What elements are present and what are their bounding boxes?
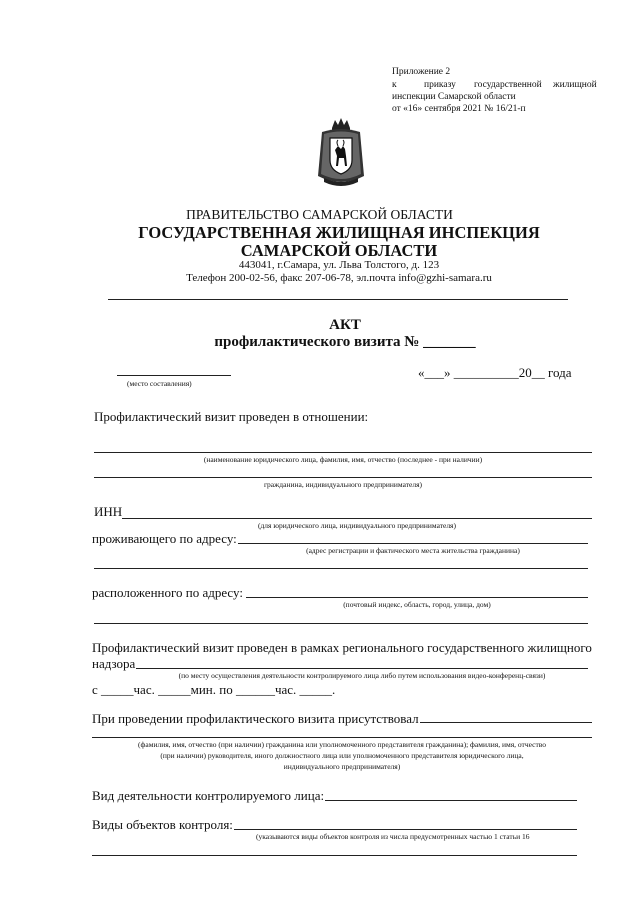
- caption-present-1: (фамилия, имя, отчество (при наличии) гражданина или уполномоченного представителя гражданина); фамилия, имя, отчество: [138, 740, 546, 749]
- caption-framework: (по месту осуществления деятельности контролируемого лица либо путем использования видео-конференц-связи): [178, 671, 546, 680]
- located-line-2: [94, 623, 588, 624]
- name-line: [94, 452, 592, 453]
- objects-line-2: [92, 855, 577, 856]
- agency-name-line-2: САМАРСКОЙ ОБЛАСТИ: [240, 241, 438, 260]
- caption-inn: (для юридического лица, индивидуального предпринимателя): [257, 521, 457, 530]
- place-caption: (место составления): [127, 379, 192, 388]
- caption-citizen: гражданина, индивидуального предпринимателя): [263, 480, 423, 489]
- time-text: с _____час. _____мин. по ______час. _____.: [92, 682, 336, 697]
- residing-label: проживающего по адресу:: [92, 531, 237, 546]
- place-line: [117, 375, 231, 376]
- present-line: [420, 722, 592, 723]
- appendix-line-3: инспекции Самарской области: [392, 92, 516, 102]
- act-title: АКТ: [329, 317, 361, 333]
- framework-line-2: надзора: [92, 656, 136, 671]
- date-text: «___» __________20__ года: [418, 365, 572, 380]
- appendix-line-2-w1: приказу: [424, 80, 456, 90]
- appendix-line-2-w2: государственной: [474, 80, 542, 90]
- appendix-line-2-k: к: [392, 80, 397, 90]
- agency-address: 443041, г.Самара, ул. Льва Толстого, д. 123: [238, 259, 440, 271]
- objects-label: Виды объектов контроля:: [92, 817, 233, 832]
- located-label: расположенного по адресу:: [92, 585, 243, 600]
- objects-line: [234, 829, 577, 830]
- residing-line: [238, 543, 588, 544]
- appendix-line-1: Приложение 2: [392, 67, 451, 77]
- agency-name-line-1: ГОСУДАРСТВЕННАЯ ЖИЛИЩНАЯ ИНСПЕКЦИЯ: [138, 223, 540, 242]
- activity-label: Вид деятельности контролируемого лица:: [92, 788, 325, 803]
- caption-present-2: (при наличии) руководителя, иного должностного лица или уполномоченного представителя юридического лица,: [160, 751, 524, 760]
- caption-present-3: индивидуального предпринимателя): [283, 762, 401, 771]
- residing-line-2: [94, 568, 588, 569]
- agency-contacts: Телефон 200-02-56, факс 207-06-78, эл.почта info@gzhi-samara.ru: [186, 272, 492, 284]
- framework-line-1: Профилактический визит проведен в рамках регионального государственного жилищного: [92, 640, 592, 655]
- caption-located: (почтовый индекс, область, город, улица, дом): [343, 600, 491, 609]
- present-line-2: [92, 737, 592, 738]
- activity-line: [325, 800, 577, 801]
- header-divider: [108, 299, 568, 300]
- appendix-line-2-w3: жилищной: [553, 80, 597, 90]
- located-line: [246, 597, 588, 598]
- appendix-line-4: от «16» сентября 2021 № 16/21-п: [392, 104, 526, 114]
- caption-residing: (адрес регистрации и фактического места жительства гражданина): [306, 546, 520, 555]
- framework-line: [136, 668, 588, 669]
- citizen-line: [94, 477, 592, 478]
- caption-name: (наименование юридического лица, фамилия, имя, отчество (последнее - при наличии): [203, 455, 483, 464]
- present-label: При проведении профилактического визита присутствовал: [92, 711, 419, 726]
- samara-coat-of-arms-icon: [314, 116, 368, 192]
- inn-label: ИНН: [94, 504, 123, 519]
- act-subtitle: профилактического визита № _______: [214, 334, 476, 350]
- visit-subject-label: Профилактический визит проведен в отношении:: [94, 409, 369, 424]
- caption-objects: (указываются виды объектов контроля из числа предусмотренных частью 1 статьи 16: [256, 832, 530, 841]
- inn-line: [122, 518, 592, 519]
- government-name: ПРАВИТЕЛЬСТВО САМАРСКОЙ ОБЛАСТИ: [186, 207, 453, 222]
